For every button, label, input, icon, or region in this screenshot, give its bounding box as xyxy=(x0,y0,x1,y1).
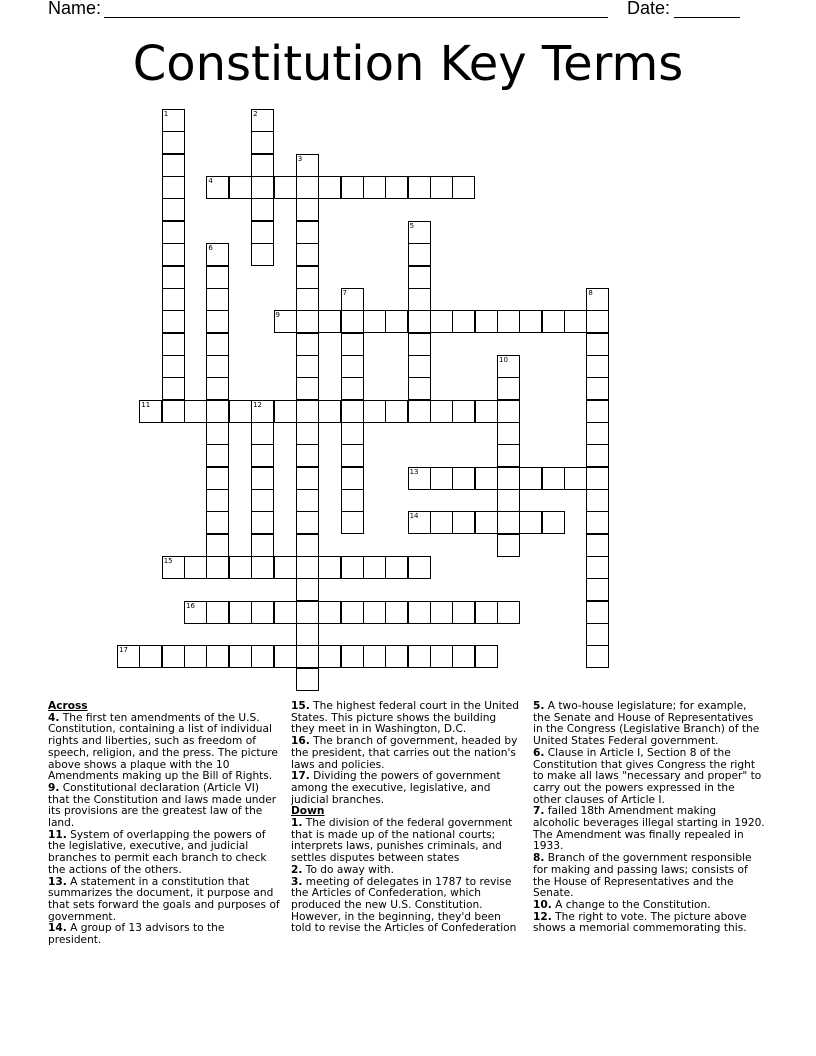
crossword-cell[interactable] xyxy=(586,623,609,646)
crossword-cell[interactable] xyxy=(296,511,319,534)
crossword-cell[interactable] xyxy=(452,511,475,534)
clue-number: 1 xyxy=(163,110,169,118)
crossword-cell[interactable] xyxy=(274,176,297,199)
clue-number: 16 xyxy=(186,601,196,610)
clue-number: 2 xyxy=(253,110,258,118)
crossword-cell[interactable] xyxy=(341,467,364,490)
crossword-cell[interactable] xyxy=(206,601,229,624)
crossword-cell[interactable] xyxy=(162,377,185,400)
crossword-cell[interactable] xyxy=(206,176,229,199)
crossword-cell[interactable] xyxy=(296,310,319,333)
crossword-cell[interactable] xyxy=(385,400,408,423)
crossword-cell[interactable] xyxy=(318,400,341,423)
crossword-cell[interactable] xyxy=(296,668,319,691)
crossword-cell[interactable] xyxy=(296,221,319,244)
crossword-cell[interactable] xyxy=(341,176,364,199)
clues-column-2 xyxy=(291,701,523,935)
clue-number: 15 xyxy=(163,557,173,565)
crossword-cell[interactable] xyxy=(206,511,229,534)
crossword-cell[interactable] xyxy=(586,645,609,668)
crossword-cell[interactable] xyxy=(162,400,185,423)
crossword-cell[interactable] xyxy=(497,400,520,423)
clue-number: 3 xyxy=(297,154,303,163)
crossword-cell[interactable] xyxy=(251,221,274,244)
crossword-cell[interactable] xyxy=(341,444,364,467)
crossword-cell[interactable] xyxy=(586,511,609,534)
crossword-cell[interactable] xyxy=(162,310,185,333)
down-clue: 1. The division of the federal government that is made up of the national courts; interprets laws, punishes criminals, and settles disputes between states xyxy=(291,817,513,865)
crossword-cell[interactable] xyxy=(341,422,364,445)
crossword-cell[interactable] xyxy=(162,198,185,221)
crossword-cell[interactable] xyxy=(206,310,229,333)
crossword-cell[interactable] xyxy=(408,400,431,423)
crossword-cell[interactable] xyxy=(586,556,609,579)
crossword-cell[interactable] xyxy=(206,243,229,266)
crossword-cell[interactable] xyxy=(452,176,475,199)
crossword-cell[interactable] xyxy=(586,601,609,624)
crossword-cell[interactable] xyxy=(296,534,319,557)
crossword-cell[interactable] xyxy=(318,310,341,333)
crossword-cell[interactable] xyxy=(452,467,475,490)
crossword-cell[interactable] xyxy=(296,422,319,445)
crossword-cell[interactable] xyxy=(519,511,542,534)
crossword-cell[interactable] xyxy=(139,400,162,423)
crossword-cell[interactable] xyxy=(452,400,475,423)
crossword-cell[interactable] xyxy=(229,601,252,624)
crossword-cell[interactable] xyxy=(385,310,408,333)
crossword-cell[interactable] xyxy=(408,645,431,668)
down-clue: 3. meeting of delegates in 1787 to revise the Articles of Confederation, which produced the new U.S. Constitution. However, in the beginning, they'd been told to revise the Articles of Confederation xyxy=(291,875,517,935)
crossword-cell[interactable] xyxy=(296,578,319,601)
crossword-cell[interactable] xyxy=(206,467,229,490)
crossword-cell[interactable] xyxy=(363,601,386,624)
crossword-cell[interactable] xyxy=(586,422,609,445)
crossword-cell[interactable] xyxy=(251,467,274,490)
crossword-cell[interactable] xyxy=(162,243,185,266)
crossword-cell[interactable] xyxy=(251,154,274,177)
crossword-cell[interactable] xyxy=(296,623,319,646)
crossword-cell[interactable] xyxy=(296,489,319,512)
crossword-cell[interactable] xyxy=(296,243,319,266)
crossword-cell[interactable] xyxy=(274,310,297,333)
across-clue: 4. The first ten amendments of the U.S. Constitution, containing a list of individual rights and liberties, such as freedom of speech, religion, and the press. The picture above shows a plaque with the 10 Amendments making up the Bill of Rights. xyxy=(48,711,278,783)
crossword-cell[interactable] xyxy=(117,645,140,668)
crossword-cell[interactable] xyxy=(385,645,408,668)
clues-column-1 xyxy=(48,701,280,947)
crossword-cell[interactable] xyxy=(430,176,453,199)
crossword-cell[interactable] xyxy=(184,556,207,579)
crossword-cell[interactable] xyxy=(251,645,274,668)
crossword-cell[interactable] xyxy=(251,511,274,534)
crossword-cell[interactable] xyxy=(296,400,319,423)
crossword-cell[interactable] xyxy=(363,176,386,199)
crossword-cell[interactable] xyxy=(162,221,185,244)
crossword-cell[interactable] xyxy=(229,176,252,199)
across-clue: 15. The highest federal court in the United States. This picture shows the building they meet in in Washington, D.C. xyxy=(291,700,520,736)
crossword-cell[interactable] xyxy=(430,645,453,668)
crossword-cell[interactable] xyxy=(162,556,185,579)
down-clue: 5. A two-house legislature; for example, the Senate and House of Representatives in the Congress (Legislative Branch) of the United States Federal government. xyxy=(533,700,760,748)
crossword-cell[interactable] xyxy=(408,601,431,624)
date-label: Date: xyxy=(627,0,671,18)
crossword-cell[interactable] xyxy=(586,377,609,400)
crossword-cell[interactable] xyxy=(206,355,229,378)
crossword-cell[interactable] xyxy=(586,578,609,601)
crossword-cell[interactable] xyxy=(251,243,274,266)
crossword-cell[interactable] xyxy=(497,422,520,445)
crossword-cell[interactable] xyxy=(251,534,274,557)
crossword-cell[interactable] xyxy=(341,601,364,624)
crossword-cell[interactable] xyxy=(430,511,453,534)
crossword-cell[interactable] xyxy=(162,288,185,311)
crossword-cell[interactable] xyxy=(430,467,453,490)
down-clue: 12. The right to vote. The picture above shows a memorial commemorating this. xyxy=(533,910,747,935)
crossword-cell[interactable] xyxy=(296,355,319,378)
across-clue: 9. Constitutional declaration (Article VI) that the Constitution and laws made under its provisions are the greatest law of the land. xyxy=(48,781,277,830)
crossword-cell[interactable] xyxy=(341,310,364,333)
crossword-cell[interactable] xyxy=(139,645,162,668)
crossword-cell[interactable] xyxy=(296,601,319,624)
crossword-cell[interactable] xyxy=(408,288,431,311)
clue-number: 6 xyxy=(208,244,213,253)
crossword-cell[interactable] xyxy=(542,511,565,534)
crossword-cell[interactable] xyxy=(206,377,229,400)
clue-number: 9 xyxy=(275,311,280,320)
crossword-cell[interactable] xyxy=(341,556,364,579)
crossword-cell[interactable] xyxy=(586,310,609,333)
crossword-cell[interactable] xyxy=(162,131,185,154)
crossword-cell[interactable] xyxy=(385,556,408,579)
crossword-cell[interactable] xyxy=(184,400,207,423)
crossword-cell[interactable] xyxy=(341,333,364,356)
crossword-cell[interactable] xyxy=(408,243,431,266)
crossword-cell[interactable] xyxy=(206,645,229,668)
crossword-cell[interactable] xyxy=(206,400,229,423)
down-clue: 6. Clause in Article I, Section 8 of the Constitution that gives Congress the right to make all laws "necessary and proper" to carry out the powers expressed in the other clauses of Article I. xyxy=(533,746,762,806)
crossword-cell[interactable] xyxy=(408,511,431,534)
crossword-cell[interactable] xyxy=(408,355,431,378)
crossword-cell[interactable] xyxy=(162,154,185,177)
crossword-cell[interactable] xyxy=(274,601,297,624)
crossword-cell[interactable] xyxy=(296,556,319,579)
crossword-cell[interactable] xyxy=(206,422,229,445)
crossword-cell[interactable] xyxy=(296,154,319,177)
clues-column-3 xyxy=(533,701,765,935)
crossword-cell[interactable] xyxy=(229,400,252,423)
crossword-cell[interactable] xyxy=(497,310,520,333)
clue-number: 8 xyxy=(588,288,593,297)
crossword-cell[interactable] xyxy=(296,176,319,199)
crossword-cell[interactable] xyxy=(408,333,431,356)
crossword-cell[interactable] xyxy=(296,333,319,356)
crossword-cell[interactable] xyxy=(229,645,252,668)
across-clue: 11. System of overlapping the powers of the legislative, executive, and judicial branches to permit each branch to check the actions of the others. xyxy=(48,828,267,876)
crossword-cell[interactable] xyxy=(363,645,386,668)
crossword-cell[interactable] xyxy=(586,489,609,512)
clue-number: 4 xyxy=(208,177,213,186)
crossword-cell[interactable] xyxy=(586,534,609,557)
crossword-cell[interactable] xyxy=(385,176,408,199)
crossword-cell[interactable] xyxy=(296,198,319,221)
crossword-cell[interactable] xyxy=(162,109,185,132)
crossword-cell[interactable] xyxy=(162,333,185,356)
crossword-cell[interactable] xyxy=(296,377,319,400)
down-clue: 2. To do away with. xyxy=(291,863,395,876)
crossword-cell[interactable] xyxy=(296,467,319,490)
crossword-cell[interactable] xyxy=(206,444,229,467)
crossword-cell[interactable] xyxy=(341,511,364,534)
crossword-cell[interactable] xyxy=(206,534,229,557)
crossword-cell[interactable] xyxy=(430,400,453,423)
crossword-cell[interactable] xyxy=(363,556,386,579)
crossword-cell[interactable] xyxy=(251,601,274,624)
across-heading: Across xyxy=(48,700,88,712)
crossword-cell[interactable] xyxy=(229,556,252,579)
crossword-cell[interactable] xyxy=(475,310,498,333)
crossword-cell[interactable] xyxy=(318,556,341,579)
crossword-cell[interactable] xyxy=(251,422,274,445)
crossword-cell[interactable] xyxy=(586,467,609,490)
crossword-cell[interactable] xyxy=(341,355,364,378)
clue-number: 5 xyxy=(409,221,415,230)
crossword-cell[interactable] xyxy=(497,511,520,534)
clue-number: 11 xyxy=(141,400,151,409)
crossword-cell[interactable] xyxy=(586,444,609,467)
crossword-cell[interactable] xyxy=(251,489,274,512)
crossword-cell[interactable] xyxy=(475,645,498,668)
crossword-cell[interactable] xyxy=(251,400,274,423)
clue-number: 12 xyxy=(253,400,263,409)
crossword-cell[interactable] xyxy=(184,601,207,624)
clue-number: 17 xyxy=(119,646,128,655)
crossword-cell[interactable] xyxy=(251,444,274,467)
crossword-cell[interactable] xyxy=(274,645,297,668)
down-clue: 8. Branch of the government responsible for making and passing laws; consists of the House of Representatives and the Senate. xyxy=(533,852,752,900)
down-heading: Down xyxy=(291,805,325,818)
crossword-cell[interactable] xyxy=(408,266,431,289)
crossword-cell[interactable] xyxy=(206,556,229,579)
crossword-cell[interactable] xyxy=(564,467,587,490)
clue-number: 13 xyxy=(409,467,419,476)
crossword-cell[interactable] xyxy=(296,266,319,289)
crossword-cell[interactable] xyxy=(497,377,520,400)
crossword-cell[interactable] xyxy=(542,310,565,333)
crossword-cell[interactable] xyxy=(251,556,274,579)
crossword-cell[interactable] xyxy=(452,601,475,624)
crossword-cell[interactable] xyxy=(497,355,520,378)
page-title: Constitution Key Terms xyxy=(132,36,684,92)
across-clue: 13. A statement in a constitution that summarizes the document, it purpose and that sets forward the goals and purposes of government. xyxy=(48,875,280,923)
name-label: Name: xyxy=(48,0,102,18)
crossword-cell[interactable] xyxy=(519,310,542,333)
crossword-cell[interactable] xyxy=(475,467,498,490)
crossword-cell[interactable] xyxy=(341,377,364,400)
crossword-cell[interactable] xyxy=(206,333,229,356)
crossword-cell[interactable] xyxy=(251,176,274,199)
clue-number: 10 xyxy=(499,355,508,364)
crossword-cell[interactable] xyxy=(497,467,520,490)
crossword-cell[interactable] xyxy=(206,489,229,512)
crossword-cell[interactable] xyxy=(586,288,609,311)
crossword-cell[interactable] xyxy=(408,556,431,579)
down-clue: 7. failed 18th Amendment making alcoholic beverages illegal starting in 1920. The Amendment was finally repealed in 1933. xyxy=(533,805,765,853)
crossword-cell[interactable] xyxy=(408,176,431,199)
crossword-cell[interactable] xyxy=(475,601,498,624)
crossword-cell[interactable] xyxy=(162,645,185,668)
crossword-cell[interactable] xyxy=(430,310,453,333)
crossword-cell[interactable] xyxy=(363,400,386,423)
crossword-cell[interactable] xyxy=(251,109,274,132)
crossword-cell[interactable] xyxy=(162,176,185,199)
crossword-cell[interactable] xyxy=(274,400,297,423)
crossword-cell[interactable] xyxy=(475,511,498,534)
crossword-cell[interactable] xyxy=(497,444,520,467)
crossword-cell[interactable] xyxy=(341,288,364,311)
crossword-cell[interactable] xyxy=(162,355,185,378)
crossword-cell[interactable] xyxy=(296,288,319,311)
crossword-cell[interactable] xyxy=(385,601,408,624)
crossword-cell[interactable] xyxy=(408,310,431,333)
crossword-cell[interactable] xyxy=(408,221,431,244)
crossword-cell[interactable] xyxy=(564,310,587,333)
crossword-cell[interactable] xyxy=(274,556,297,579)
crossword-cell[interactable] xyxy=(586,355,609,378)
crossword-cell[interactable] xyxy=(251,131,274,154)
clue-number: 14 xyxy=(409,512,419,521)
crossword-cell[interactable] xyxy=(430,601,453,624)
crossword-cell[interactable] xyxy=(162,266,185,289)
across-clue: 14. A group of 13 advisors to the president. xyxy=(48,922,225,947)
crossword-cell[interactable] xyxy=(452,645,475,668)
crossword-cell[interactable] xyxy=(318,176,341,199)
crossword-cell[interactable] xyxy=(586,333,609,356)
crossword-cell[interactable] xyxy=(296,444,319,467)
crossword-cell[interactable] xyxy=(206,288,229,311)
crossword-cell[interactable] xyxy=(408,377,431,400)
crossword-cell[interactable] xyxy=(497,534,520,557)
crossword-cell[interactable] xyxy=(318,601,341,624)
crossword-cell[interactable] xyxy=(408,467,431,490)
crossword-cell[interactable] xyxy=(341,400,364,423)
across-clue: 16. The branch of government, headed by the president, that carries out the nation's laws and policies. xyxy=(291,735,518,771)
crossword-cell[interactable] xyxy=(519,467,542,490)
crossword-cell[interactable] xyxy=(341,489,364,512)
clue-number: 7 xyxy=(342,288,347,297)
crossword-cell[interactable] xyxy=(296,645,319,668)
crossword-cell[interactable] xyxy=(318,645,341,668)
crossword-cell[interactable] xyxy=(497,489,520,512)
crossword-cell[interactable] xyxy=(586,400,609,423)
crossword-cell[interactable] xyxy=(184,645,207,668)
crossword-cell[interactable] xyxy=(251,198,274,221)
crossword-cell[interactable] xyxy=(497,601,520,624)
crossword-cell[interactable] xyxy=(206,266,229,289)
crossword-cell[interactable] xyxy=(341,645,364,668)
down-clue: 10. A change to the Constitution. xyxy=(533,898,711,911)
crossword-cell[interactable] xyxy=(452,310,475,333)
crossword-cell[interactable] xyxy=(542,467,565,490)
across-clue: 17. Dividing the powers of government among the executive, legislative, and judicial branches. xyxy=(291,770,501,806)
crossword-cell[interactable] xyxy=(363,310,386,333)
crossword-cell[interactable] xyxy=(475,400,498,423)
